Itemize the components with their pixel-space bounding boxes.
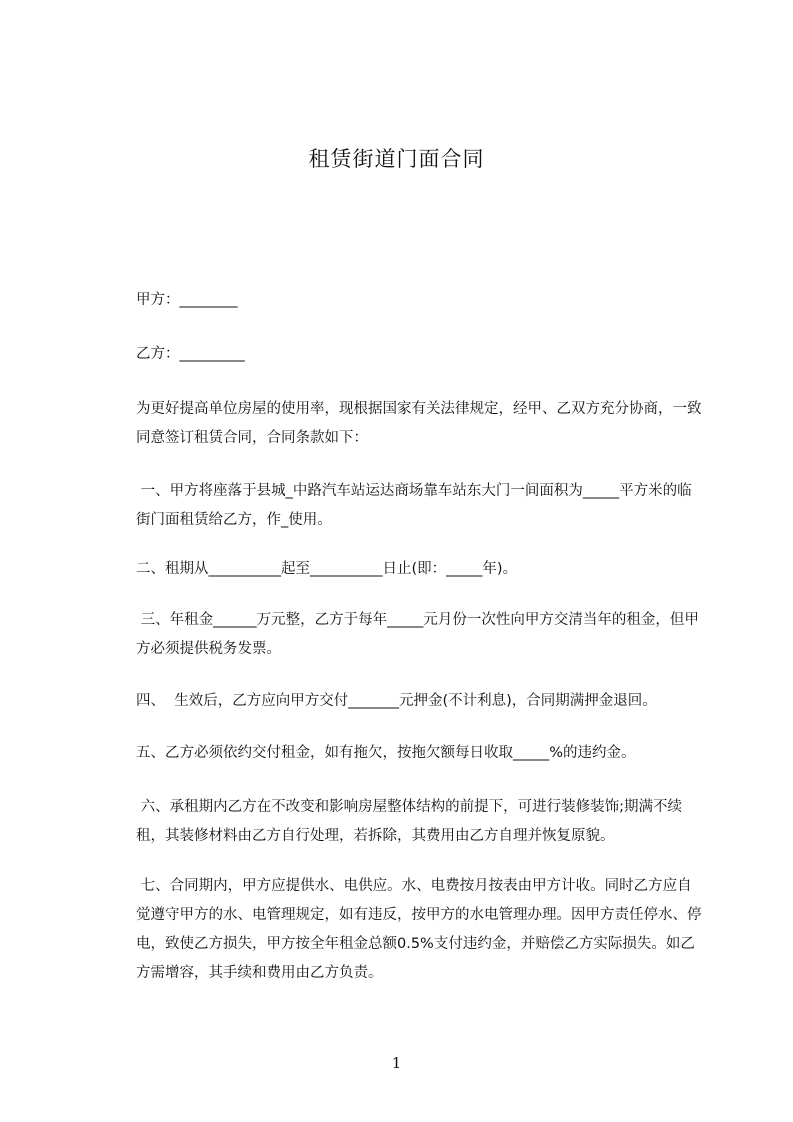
document-title: 租赁街道门面合同 — [308, 147, 485, 171]
clause-4: 四、 生效后，乙方应向甲方交付_______元押金(不计利息)，合同期满押金退回。 — [136, 693, 657, 709]
clause-6: 六、承租期内乙方在不改变和影响房屋整体结构的前提下，可进行装修装饰;期满不续租，其装修材料由乙方自行处理，若拆除，其费用由乙方自理并恢复原貌。 — [136, 799, 682, 844]
clause-5: 五、乙方必须依约交付租金，如有拖欠，按拖欠额每日收取_____%的违约金。 — [136, 745, 636, 761]
clause-3: 三、年租金______万元整，乙方于每年_____元月份一次性向甲方交清当年的租金，但甲方必须提供税务发票。 — [136, 612, 699, 657]
intro-paragraph: 为更好提高单位房屋的使用率，现根据国家有关法律规定，经甲、乙双方充分协商，一致同意签订租赁合同，合同条款如下： — [136, 401, 702, 446]
clause-7: 七、合同期内，甲方应提供水、电供应。水、电费按月按表由甲方计收。同时乙方应自觉遵守甲方的水、电管理规定，如有违反，按甲方的水电管理办理。因甲方责任停水、停电，致使乙方损失，甲方按全年租金总额0.5%支付违约金，并赔偿乙方实际损失。如乙方需增容，其手续和费用由乙方负责。 — [136, 878, 702, 981]
party-a-line: 甲方：________ — [136, 292, 238, 308]
page-number: 1 — [391, 1054, 402, 1072]
clause-1: 一、甲方将座落于县城_中路汽车站运达商场靠车站东大门一间面积为_____平方米的临街门面租赁给乙方，作_使用。 — [136, 483, 692, 528]
party-b-line: 乙方：_________ — [136, 346, 245, 362]
clause-2: 二、租期从__________起至__________日止(即：_____年)。 — [136, 561, 518, 577]
